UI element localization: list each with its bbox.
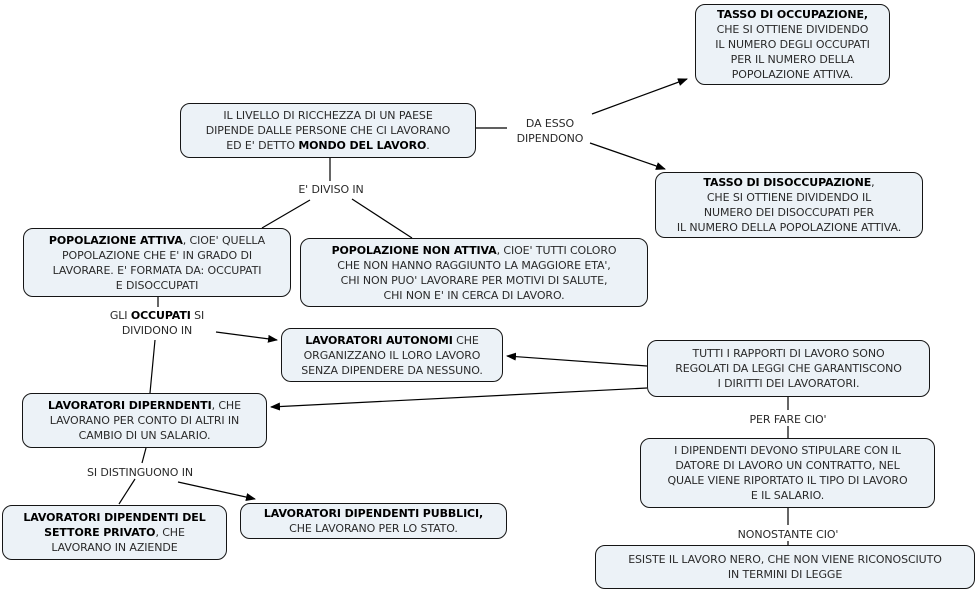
text-line: LAVORATORI DIPERNDENTI, CHE <box>48 399 241 412</box>
text-line: PER IL NUMERO DELLA <box>730 53 855 66</box>
edge-diviso-to-attiva <box>262 200 310 228</box>
label-per-fare-cio[interactable] <box>738 412 838 427</box>
node-dipendenti-pubblici[interactable] <box>240 503 507 539</box>
text-line: CHI NON E' IN CERCA DI LAVORO. <box>383 288 565 302</box>
text-line: TUTTI I RAPPORTI DI LAVORO SONO <box>692 347 885 360</box>
text-line: DA ESSO <box>525 117 575 130</box>
text-line: POPOLAZIONE ATTIVA, CIOE' QUELLA <box>48 233 266 247</box>
text-line: I DIPENDENTI DEVONO STIPULARE CON IL <box>674 444 901 457</box>
edge-da-esso-to-tasso-occupazione <box>592 79 687 114</box>
node-popolazione-attiva[interactable] <box>23 228 291 297</box>
text-line: CHE LAVORANO PER LO STATO. <box>289 522 458 535</box>
text-line: NUMERO DEI DISOCCUPATI PER <box>703 206 875 219</box>
label-si-distinguono-in[interactable] <box>75 465 205 480</box>
text-line: DATORE DI LAVORO UN CONTRATTO, NEL <box>675 459 900 472</box>
text-line: CHI NON PUO' LAVORARE PER MOTIVI DI SALUTE, <box>340 273 608 287</box>
edge-occupati-to-dipendenti <box>150 340 155 393</box>
text-line: E' DIVISO IN <box>298 183 364 196</box>
label-e-diviso-in[interactable] <box>281 182 381 197</box>
text-line: PER FARE CIO' <box>749 413 827 426</box>
node-contratto[interactable] <box>640 438 935 508</box>
text-line: IL NUMERO DEGLI OCCUPATI <box>715 38 870 51</box>
node-tasso-di-occupazione[interactable] <box>695 4 890 85</box>
edge-occupati-to-autonomi <box>216 332 277 340</box>
text-line: DIPENDE DALLE PERSONE CHE CI LAVORANO <box>205 124 451 137</box>
node-mondo-del-lavoro[interactable] <box>180 103 476 158</box>
text-line: I DIRITTI DEI LAVORATORI. <box>717 377 860 390</box>
text-line: E IL SALARIO. <box>750 489 825 502</box>
text-line: LAVORATORI AUTONOMI CHE <box>305 333 479 347</box>
text-line: LAVORATORI DIPENDENTI PUBBLICI, <box>263 507 484 520</box>
text-line: POPOLAZIONE CHE E' IN GRADO DI <box>61 248 253 262</box>
text-line: ESISTE IL LAVORO NERO, CHE NON VIENE RICONOSCIUTO <box>628 553 942 566</box>
node-lavoratori-autonomi[interactable] <box>281 328 503 382</box>
node-tutti-i-rapporti[interactable] <box>647 340 930 397</box>
node-tasso-di-disoccupazione[interactable] <box>655 172 923 238</box>
label-nonostante-cio[interactable] <box>729 527 847 542</box>
text-line: REGOLATI DA LEGGI CHE GARANTISCONO <box>675 362 902 375</box>
text-line: SETTORE PRIVATO, CHE <box>44 526 185 539</box>
text-line: CAMBIO DI UN SALARIO. <box>78 429 211 442</box>
text-line: POPOLAZIONE NON ATTIVA, CIOE' TUTTI COLORO <box>331 243 617 257</box>
text-line: ED E' DETTO MONDO DEL LAVORO. <box>226 139 430 152</box>
edge-distinguono-to-privato <box>119 479 135 504</box>
text-line: NONOSTANTE CIO' <box>737 528 839 541</box>
node-lavoratori-dipendenti[interactable] <box>22 393 267 448</box>
text-line: LAVORATORI DIPENDENTI DEL <box>23 511 206 524</box>
text-line: IL NUMERO DELLA POPOLAZIONE ATTIVA. <box>676 221 902 234</box>
text-line: LAVORARE. E' FORMATA DA: OCCUPATI <box>52 263 262 277</box>
edge-distinguono-to-pubblici <box>178 482 255 499</box>
text-line: LAVORANO IN AZIENDE <box>51 541 178 554</box>
text-line: POPOLAZIONE ATTIVA. <box>731 68 854 81</box>
node-popolazione-non-attiva[interactable] <box>300 238 648 307</box>
edge-da-esso-to-tasso-disoccupazione <box>590 143 665 169</box>
text-line: QUALE VIENE RIPORTATO IL TIPO DI LAVORO <box>667 474 908 487</box>
label-da-esso-dipendono[interactable] <box>500 116 600 146</box>
text-line: CHE SI OTTIENE DIVIDENDO <box>716 23 869 36</box>
text-line: IN TERMINI DI LEGGE <box>727 568 843 581</box>
text-line: DIPENDONO <box>516 132 584 145</box>
text-line: GLI OCCUPATI SI <box>109 309 205 322</box>
text-line: LAVORANO PER CONTO DI ALTRI IN <box>49 414 240 427</box>
text-line: SENZA DIPENDERE DA NESSUNO. <box>301 363 483 377</box>
text-line: DIVIDONO IN <box>121 324 193 337</box>
text-line: CHE NON HANNO RAGGIUNTO LA MAGGIORE ETA', <box>337 258 611 272</box>
text-line: TASSO DI DISOCCUPAZIONE, <box>703 176 875 189</box>
edge-rapporti-to-dipendenti <box>271 388 647 407</box>
node-settore-privato[interactable] <box>2 505 227 560</box>
edge-rapporti-to-autonomi <box>507 356 647 366</box>
text-line: CHE SI OTTIENE DIVIDENDO IL <box>706 191 872 204</box>
label-gli-occupati-si-dividono-in[interactable] <box>94 308 220 338</box>
text-line: IL LIVELLO DI RICCHEZZA DI UN PAESE <box>223 109 433 122</box>
text-line: E DISOCCUPATI <box>115 278 199 292</box>
node-lavoro-nero[interactable] <box>595 545 975 589</box>
text-line: TASSO DI OCCUPAZIONE, <box>717 8 868 21</box>
edge-dipendenti-to-distinguono <box>142 448 146 463</box>
edge-diviso-to-non-attiva <box>352 199 412 238</box>
text-line: ORGANIZZANO IL LORO LAVORO <box>303 348 481 362</box>
text-line: SI DISTINGUONO IN <box>86 466 193 479</box>
